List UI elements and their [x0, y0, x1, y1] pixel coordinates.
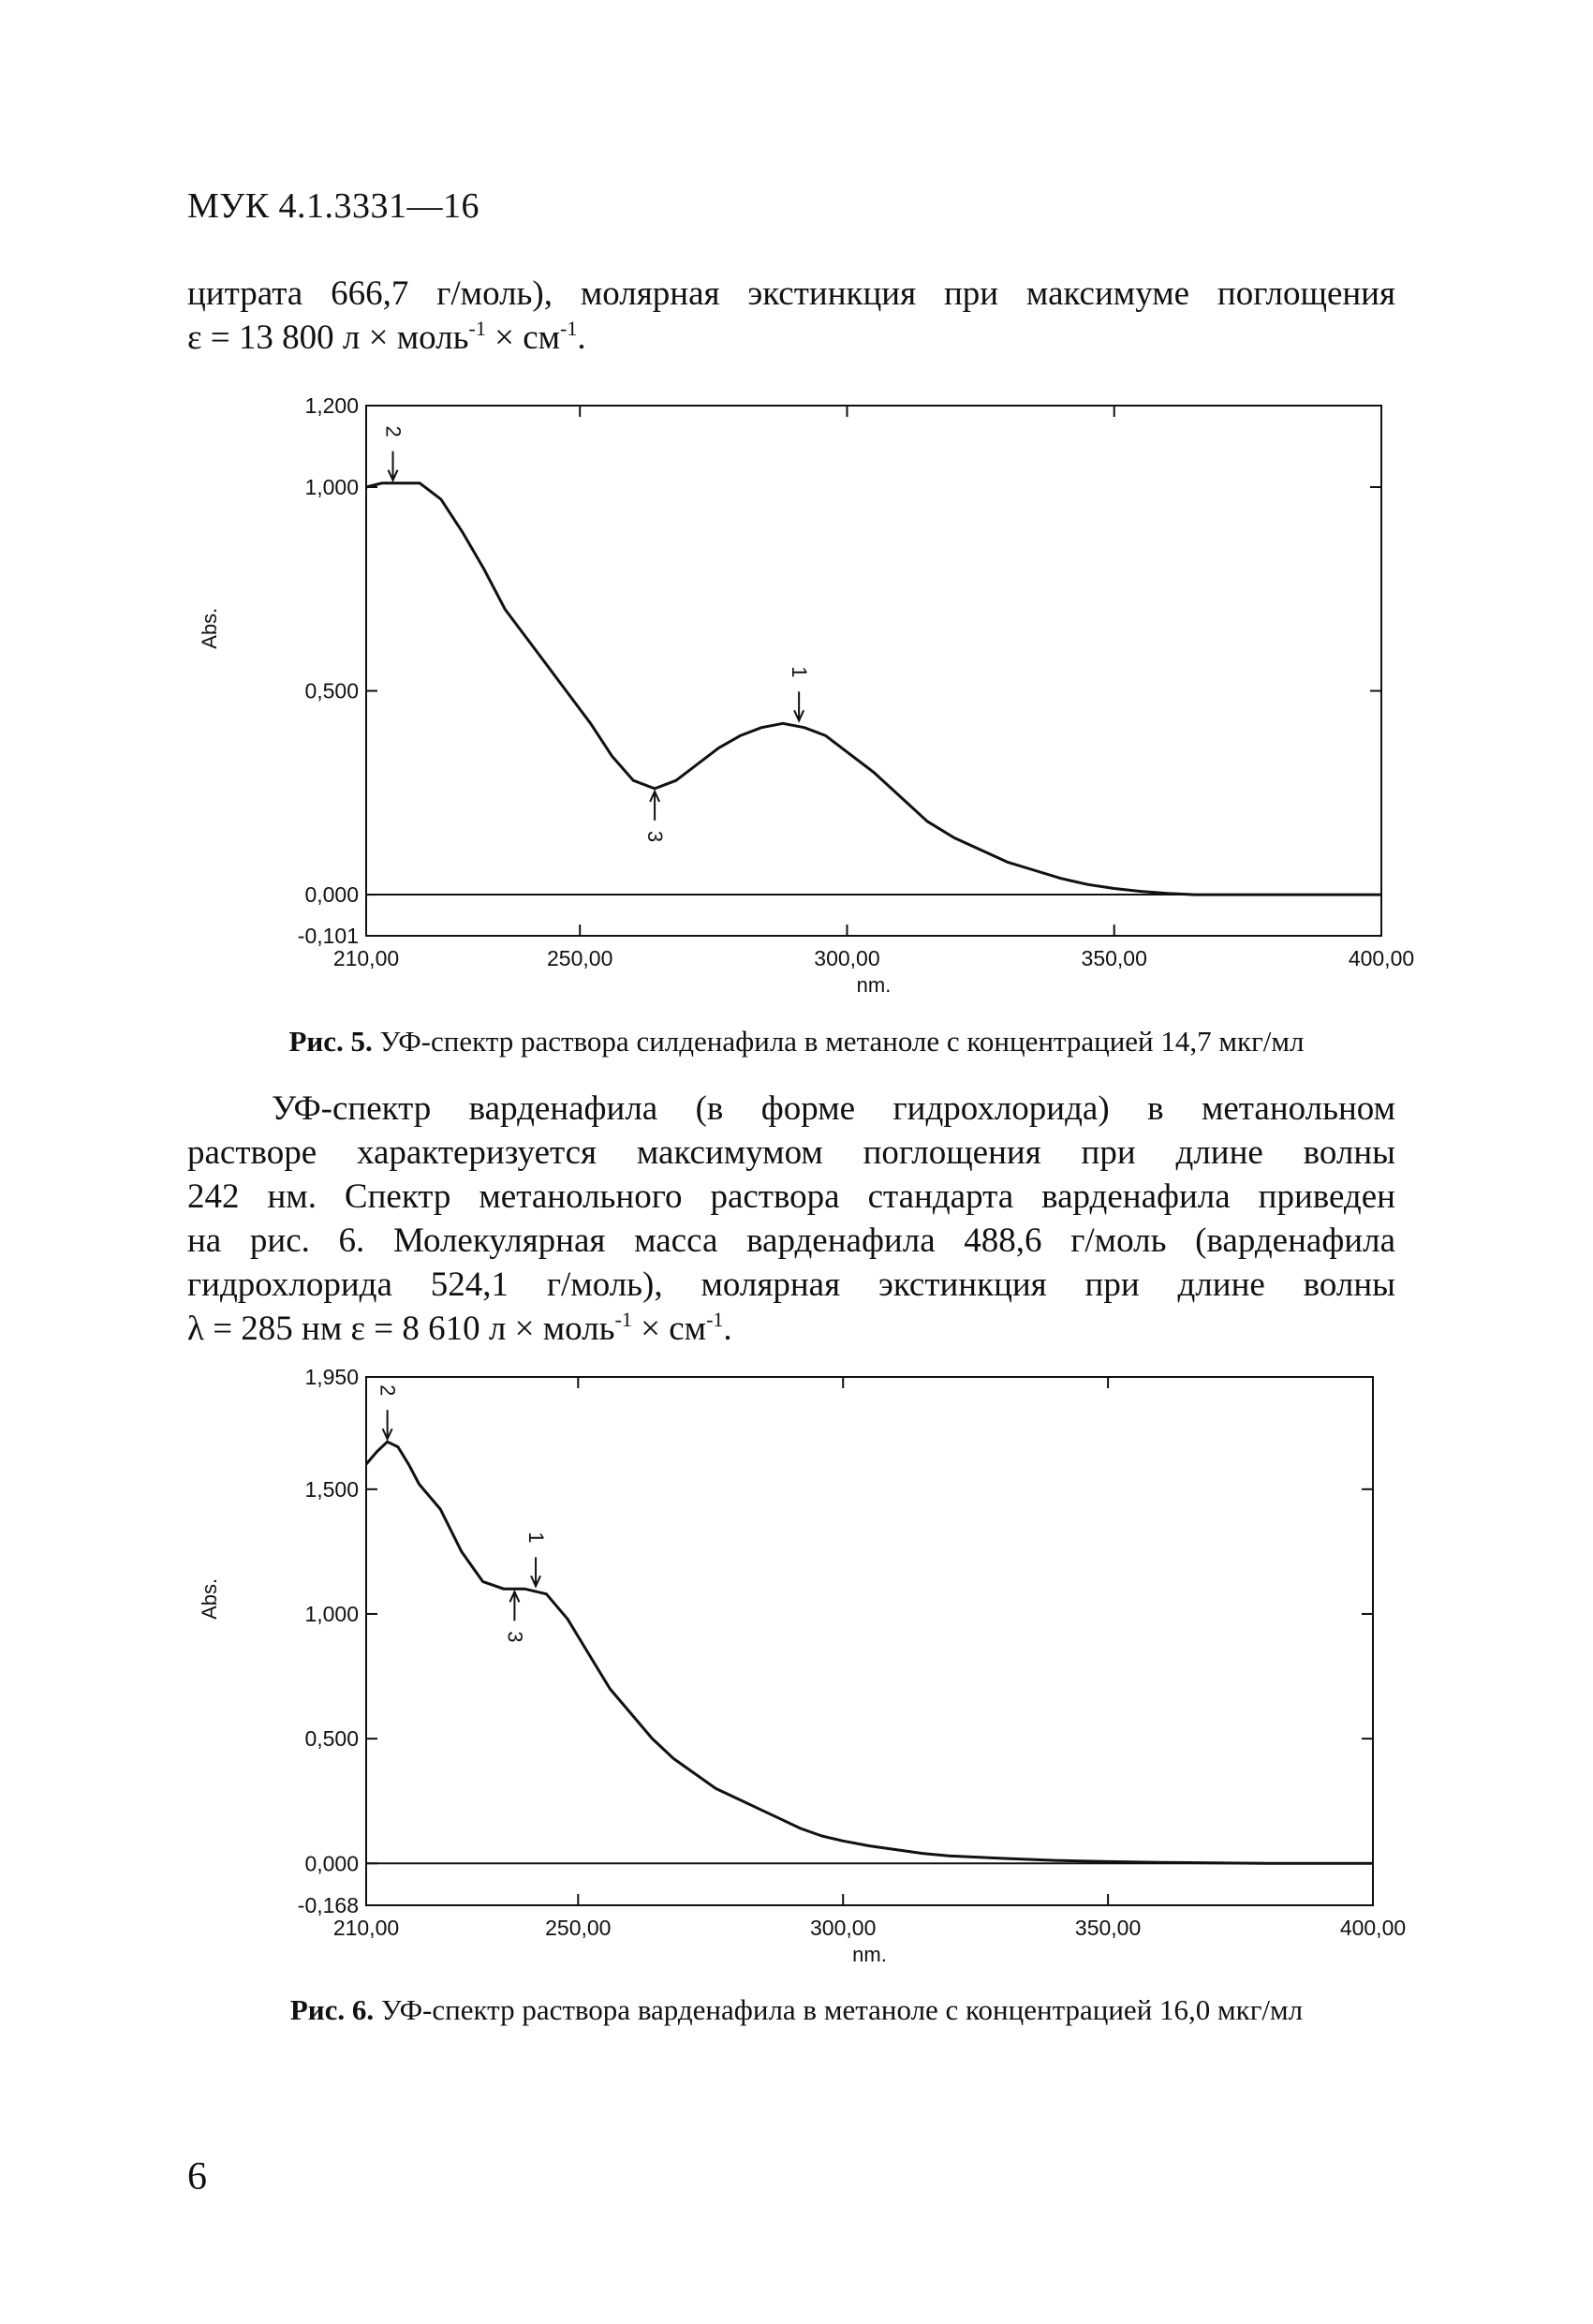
fig5-y-axis-label: Abs.: [198, 607, 221, 649]
fig6-marker-label: 2: [376, 1384, 400, 1397]
fig5-y-tick-label: 1,200: [304, 393, 359, 418]
fig5-y-tick-label: 1,000: [304, 475, 359, 500]
fig6-peak-marker-2: [376, 1384, 400, 1439]
fig5-x-tick-label: 400,00: [1348, 946, 1415, 970]
page-header: МУК 4.1.3331—16: [187, 186, 480, 226]
fig6-y-tick-label: 1,500: [304, 1476, 359, 1502]
fig5-y-tick-label: 0,500: [304, 678, 359, 703]
fig5-marker-label: 2: [381, 425, 406, 437]
page-number: 6: [187, 2155, 207, 2198]
fig6-marker-arrow-head: [383, 1428, 392, 1439]
fig6-y-tick-label: -0,168: [297, 1893, 359, 1917]
paragraph-2: [187, 1087, 1395, 1351]
fig5-marker-label: 1: [788, 666, 812, 678]
fig6-x-tick-label: 350,00: [1074, 1916, 1142, 1940]
fig6-peak-marker-3: [503, 1591, 526, 1642]
fig5-y-tick-label: -0,101: [297, 924, 359, 948]
fig5-peak-marker-1: [788, 666, 811, 720]
fig5-x-tick-label: 300,00: [814, 946, 880, 970]
fig5-marker-arrow-head: [650, 792, 659, 802]
fig6-x-tick-label: 400,00: [1339, 1916, 1407, 1940]
fig6-y-tick-label: 0,500: [304, 1726, 359, 1752]
fig6-marker-arrow-head: [509, 1591, 519, 1602]
fig6-marker-label: 3: [503, 1631, 527, 1643]
fig6-x-axis-label: nm.: [852, 1943, 887, 1966]
fig6-marker-arrow-head: [531, 1576, 540, 1586]
fig6-plot-frame: [366, 1377, 1373, 1905]
figure-6-caption: Рис. 6. УФ-спектр раствора варденафила в метаноле с концентрацией 16,0 мкг/мл: [289, 1993, 1304, 2026]
fig5-marker-label: 3: [643, 830, 668, 843]
paragraph-2-line-2: растворе характеризуется максимумом поглощения при длине волны: [187, 1133, 1395, 1172]
fig5-marker-arrow-head: [389, 470, 398, 481]
paragraph-2-line-1: УФ-спектр варденафила (в форме гидрохлорида) в метанольном: [272, 1089, 1395, 1128]
paragraph-1: [187, 272, 1395, 360]
fig5-marker-arrow-head: [794, 710, 804, 720]
fig5-x-tick-label: 350,00: [1081, 946, 1147, 970]
fig5-x-tick-label: 250,00: [547, 946, 613, 970]
figure-5-caption: Рис. 5. УФ-спектр раствора силденафила в метаноле с концентрацией 14,7 мкг/мл: [288, 1025, 1305, 1058]
fig5-x-tick-label: 210,00: [332, 946, 400, 970]
fig6-y-tick-label: 1,000: [304, 1601, 359, 1626]
fig6-series-line: [366, 1442, 1373, 1863]
fig6-x-tick-label: 210,00: [332, 1916, 400, 1940]
fig5-y-tick-label: 0,000: [304, 882, 359, 908]
fig6-x-tick-label: 300,00: [810, 1916, 877, 1940]
fig6-peak-marker-1: [524, 1532, 548, 1586]
paragraph-1-line-2: ε = 13 800 л × моль$^{-1}$ × $см^{-1}$.: [187, 317, 586, 357]
fig5-peak-marker-3: [643, 792, 667, 842]
fig5-series-line: [366, 483, 1381, 895]
fig5-peak-marker-2: [382, 426, 406, 481]
fig6-y-tick-label: 0,000: [304, 1851, 359, 1876]
fig6-x-tick-label: 250,00: [545, 1916, 612, 1940]
fig5-plot-frame: [366, 406, 1381, 936]
fig6-y-tick-label: 1,950: [304, 1365, 359, 1389]
paragraph-2-line-5: гидрохлорида 524,1 г/моль), молярная экстинкция при длине волны: [187, 1266, 1395, 1304]
paragraph-1-line-1: цитрата 666,7 г/моль), молярная экстинкция при максимуме поглощения: [187, 274, 1395, 313]
paragraph-2-line-6: λ = 285 нм ε = 8 610 л × моль$^{-1}$ × $см^{-1}$.: [187, 1308, 732, 1348]
fig5-x-axis-label: nm.: [856, 973, 892, 997]
paragraph-2-line-4: на рис. 6. Молекулярная масса варденафила 488,6 г/моль (варденафила: [187, 1221, 1395, 1260]
fig6-marker-label: 1: [524, 1532, 549, 1544]
paragraph-2-line-3: 242 нм. Спектр метанольного раствора стандарта варденафила приведен: [187, 1177, 1395, 1216]
fig6-y-axis-label: Abs.: [198, 1577, 221, 1620]
